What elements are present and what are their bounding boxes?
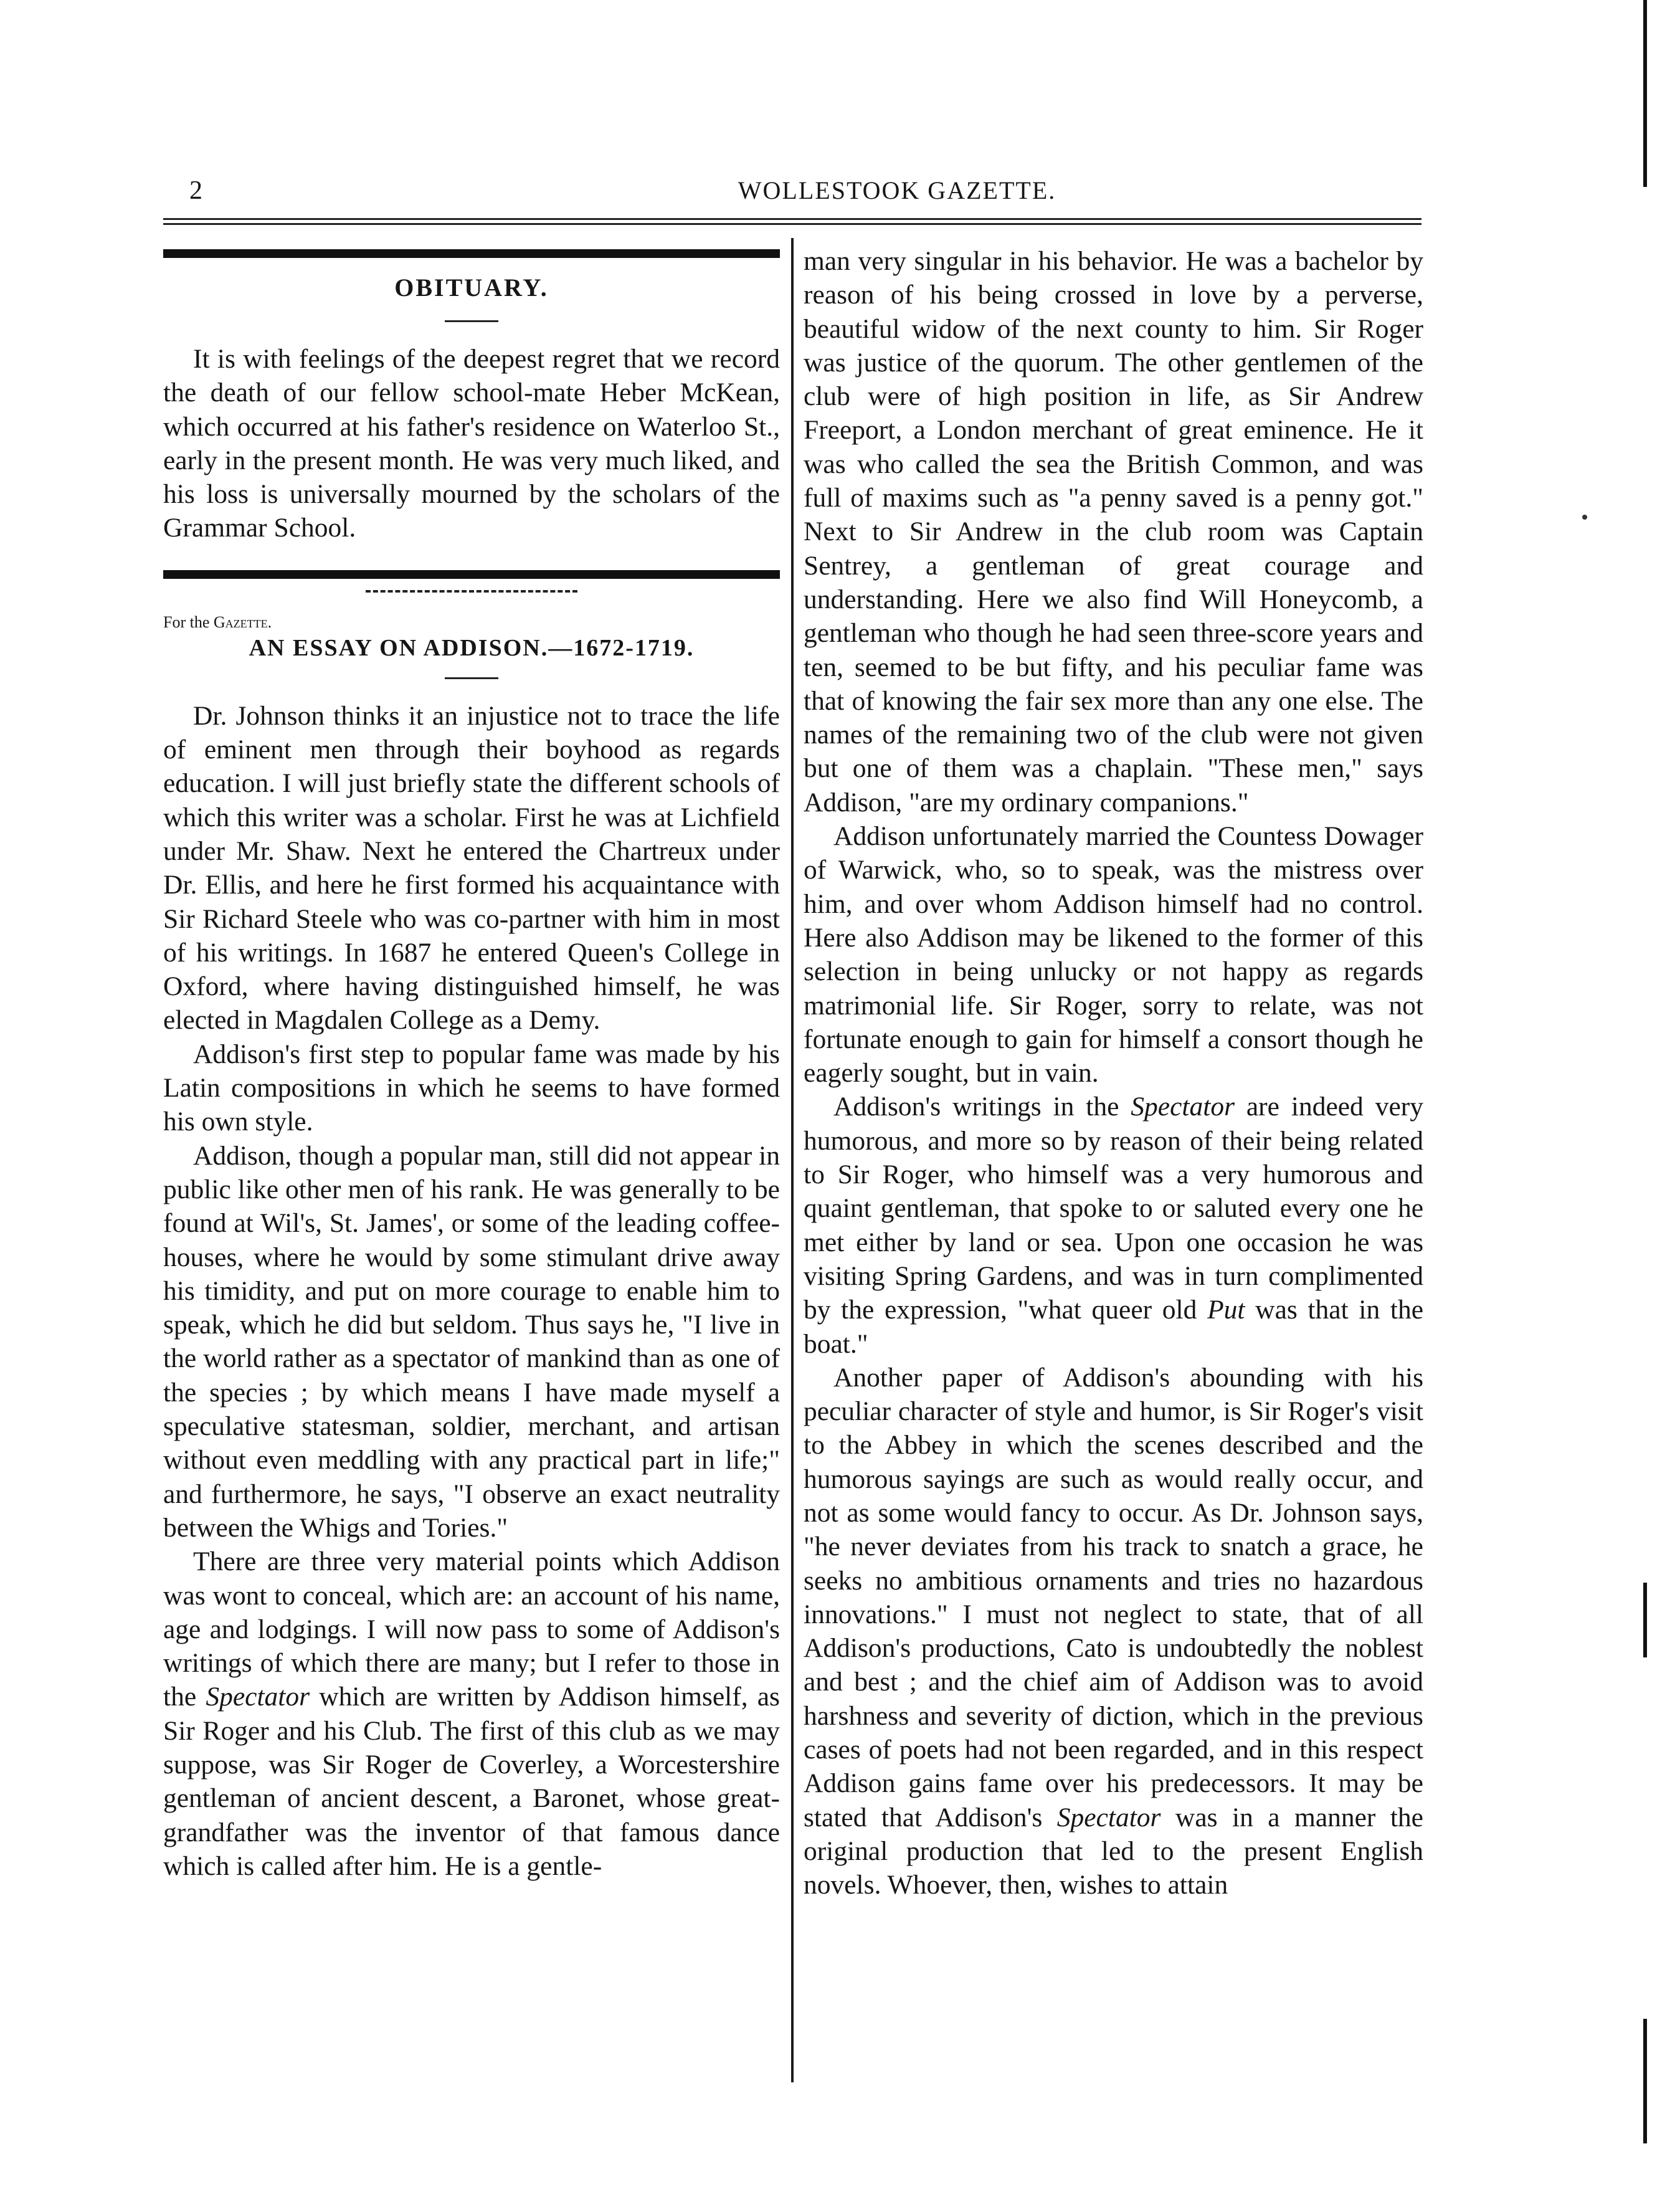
essay-paragraph: Dr. Johnson thinks it an injustice not to trace the life of eminent men through their boyhood as regards education. I will just briefly state the different schools of which this writer was a scholar. First he was at Lichfield under Mr. Shaw. Next he entered the Chartreux under Dr. Ellis, and here he first formed his acquaintance with Sir Richard Steele who was co-partner with him in most of his writings. In 1687 he entered Queen's College in Oxford, where having distinguished himself, he was elected in Magdalen College as a Demy. [163, 700, 780, 1036]
obituary-heading: OBITUARY. [394, 274, 549, 302]
text-run: Addison's writings in the [833, 1092, 1131, 1122]
essay-paragraph [804, 1361, 1423, 1902]
text-run: Another paper of Addison's abounding with his peculiar character of style and humor, is Sir Roger's visit to the Abbey in which the scenes described and the humorous sayings are such as would really occur, and not as some would fancy to occur. As Dr. Johnson says, "he never deviates from his track to snatch a grace, he seeks no ambitious ornaments and tries no hazardous innovations." I must not neglect to state, that of all Addison's productions, Cato is undoubtedly the noblest and best ; and the chief aim of Addison was to avoid harshness and severity of diction, which in the previous cases of poets had not been regarded, and in this respect Addison gains fame over his predecessors. It may be stated that Addison's [804, 1362, 1423, 1832]
essay-paragraph: man very singular in his behavior. He was a bachelor by reason of his being crossed in love by a perverse, beautiful widow of the next county to him. Sir Roger was justice of the quorum. The other gentlemen of the club were of high position in life, as Sir Andrew Freeport, a London merchant of great eminence. He it was who called the sea the British Common, and was full of maxims such as "a penny saved is a penny got." Next to Sir Andrew in the club room was Captain Sentrey, a gentleman of great courage and understanding. Here we also find Will Honeycomb, a gentleman who though he had seen three-score years and ten, seemed to be but fifty, and his peculiar fame was that of knowing the fair sex more than any one else. The names of the remaining two of the club were not given but one of them was a chaplain. "These men," says Addison, "are my ordinary companions." [804, 246, 1423, 817]
dashed-separator [366, 590, 577, 593]
essay-paragraph [804, 1090, 1423, 1360]
header-rule-upper [163, 218, 1421, 220]
text-run: There are three very material points which Addison was wont to conceal, which are: an account of his name, age and lodgings. I will now pass to some of Addison's writings of which there are many; but I refer to those in the [163, 1546, 780, 1712]
essay-paragraph: Addison's first step to popular fame was made by his Latin compositions in which he seems to have formed his own style. [163, 1039, 780, 1137]
essay-paragraph [163, 1545, 780, 1883]
text-run: which are written by Addison himself, as Sir Roger and his Club. The first of this club as we may suppose, was Sir Roger de Coverley, a Worcestershire gentleman of ancient descent, a Baronet, whose great-grandfather was the inventor of that famous dance which is called after him. He is a gentle- [163, 1682, 780, 1881]
newspaper-title: WOLLESTOOK GAZETTE. [738, 176, 1056, 204]
spectator-title: Spectator [1131, 1092, 1235, 1122]
text-run: was that in the boat." [804, 1295, 1424, 1359]
right-column [804, 244, 1423, 1902]
put-word: Put [1207, 1295, 1245, 1325]
obituary-paragraph: It is with feelings of the deepest regret that we record the death of our fellow school-mate Heber McKean, which occurred at his father's residence on Waterloo St., early in the present month. He was very much liked, and his loss is universally mourned by the scholars of the Grammar School. [163, 344, 780, 543]
text-run: are indeed very humorous, and more so by reason of their being related to Sir Roger, who himself was a very humorous and quaint gentleman, that spoke to or saluted every one he met either by land or sea. Upon one occasion he was visiting Spring Gardens, and was in turn complimented by the expression, "what queer old [804, 1092, 1423, 1325]
byline-prefix: For the [163, 612, 210, 631]
obituary-short-rule [445, 320, 498, 322]
byline-name: Gazette. [213, 612, 272, 631]
page-number: 2 [189, 176, 202, 205]
scan-edge-mark [1643, 1583, 1647, 1657]
text-run: was in a manner the original production that led to the present English novels. Whoever, then, wishes to attain [804, 1802, 1423, 1900]
essay-short-rule [445, 677, 498, 679]
spectator-title: Spectator [206, 1682, 310, 1712]
scan-edge-mark [1643, 0, 1647, 187]
scan-edge-mark [1643, 2019, 1647, 2143]
essay-byline [163, 612, 780, 632]
essay-heading: AN ESSAY ON ADDISON.—1672-1719. [249, 634, 695, 661]
section-separator-rule [163, 570, 780, 579]
spectator-title: Spectator [1056, 1802, 1161, 1832]
essay-paragraph: Addison unfortunately married the Countess Dowager of Warwick, who, so to speak, was the mistress over him, and over whom Addison himself had no control. Here also Addison may be likened to the former of this selection in being unlucky or not happy as regards matrimonial life. Sir Roger, sorry to relate, was not fortunate enough to gain for himself a consort though he eagerly sought, but in vain. [804, 821, 1423, 1089]
obituary-top-rule [163, 249, 780, 258]
column-divider [791, 238, 794, 2082]
ink-speck [1582, 515, 1587, 520]
left-column [163, 244, 780, 1883]
essay-paragraph: Addison, though a popular man, still did not appear in public like other men of his rank. He was generally to be found at Wil's, St. James', or some of the leading coffee-houses, where he would by some stimulant drive away his timidity, and put on more courage to enable him to speak, which he did but seldom. Thus says he, "I live in the world rather as a spectator of mankind than as one of the species ; by which means I have made myself a speculative statesman, soldier, merchant, and artisan without even meddling with any practical part in life;" and furthermore, he says, "I observe an exact neutrality between the Whigs and Tories." [163, 1140, 780, 1543]
header-rule-lower [163, 223, 1421, 225]
